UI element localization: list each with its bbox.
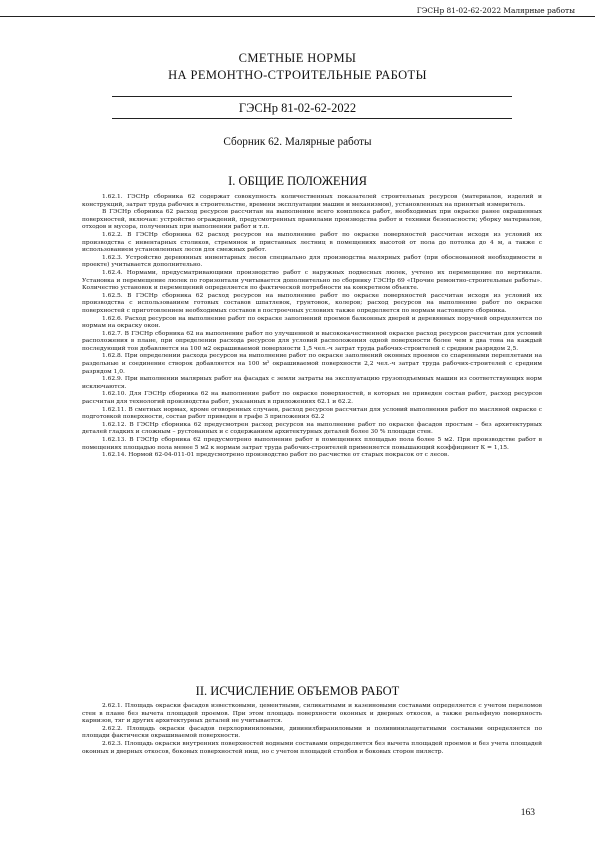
paragraph: 1.62.12. В ГЭСНр сборника 62 предусмотрен расход ресурсов на выполнение работ по окраске фасадов простым – без архитектурных деталей гладких и сложным – рустованных и с содержанием архитектурных деталей более 30 % площади стен. — [82, 421, 542, 436]
paragraph: 1.62.6. Расход ресурсов на выполнение работ по окраске заполнений проемов балконных дверей и деревянных поручней определяется по нормам на окраску окон. — [82, 315, 542, 330]
paragraph: 1.62.1. ГЭСНр сборника 62 содержат совокупность количественных показателей строительных ресурсов (материалов, изделий и конструкций, затрат труда рабочих в строительстве, времени эксплуатации машин и механизмов), установленных на принятый измеритель. — [82, 194, 542, 208]
header-rule — [0, 16, 595, 17]
paragraph: 1.62.8. При определении расхода ресурсов на выполнение работ по окраске заполнений оконных проемов со спаренными переплетами на раздельные и соединение створок добавляется на 100 м² окрашиваемой поверхности 2,2 чел.-ч затрат труда рабочих-строителей с средним разрядом 1,0. — [82, 353, 542, 375]
section-heading-general: I. ОБЩИЕ ПОЛОЖЕНИЯ — [228, 174, 367, 188]
paragraph: 1.62.14. Нормой 62-04-011-01 предусмотрено производство работ по расчистке от старых покрасок от с лесов. — [102, 452, 450, 459]
document-title — [0, 50, 595, 84]
paragraph: 1.62.11. В сметных нормах, кроме оговоренных случаев, расход ресурсов рассчитан для условий выполнения работ по масляной окраске с подготовкой поверхности, состав работ приведен в графе 3 приложения 62.2 — [82, 406, 542, 421]
running-head: ГЭСНр 81-02-62-2022 Малярные работы — [416, 6, 575, 15]
title-rule-bottom — [112, 118, 512, 119]
title-line-1: СМЕТНЫЕ НОРМЫ — [238, 51, 357, 65]
page-number: 163 — [520, 808, 535, 818]
paragraph: 2.62.2. Площадь окраски фасадов перхлорвиниловыми, дивинилбираниловыми и поливинилацетатными составами определяется по площади фактически окрашиваемой поверхности. — [82, 725, 542, 740]
paragraph: 2.62.1. Площадь окраски фасадов известковыми, цементными, силикатными и казеиновыми составами определяется с учетом переломов стен в плане без вычета площадей проемов. При этом площадь поверхности оконных и дверных откосов, а также рельефную поверхность карнизов, тяг и других архитектурных деталей не учитывается. — [82, 703, 542, 725]
paragraph: 1.62.7. В ГЭСНр сборника 62 на выполнение работ по улучшенной и высококачественной окраске расход ресурсов рассчитан для условий расположения в плане, при определении расхода ресурсов для условий расположения одной поверхности более чем в два тона на каждый последующий тон добавляется на 100 м2 окрашиваемой поверхности 1,5 чел.-ч затрат труда рабочих-строителей с средним разрядом 2,5. — [82, 330, 542, 352]
norm-code: ГЭСНр 81-02-62-2022 — [238, 101, 357, 115]
section-body-general — [82, 194, 542, 460]
paragraph: В ГЭСНр сборника 62 расход ресурсов рассчитан на выполнение всего комплекса работ, необходимых при окраске ранее окрашенных поверхностей, включая: устройство ограждений, предусмотренных правилами производства работ и техники безопасности; уборку материалов, отходов и мусора, полученных при выполнении работ и т.п. — [82, 209, 542, 231]
collection-title: Сборник 62. Малярные работы — [223, 136, 372, 148]
paragraph: 1.62.13. В ГЭСНр сборника 62 предусмотрено выполнение работ в помещениях площадью пола более 5 м2. При производстве работ в помещениях площадью пола менее 5 м2 к нормам затрат труда рабочих-строителей применяется повышающий коэффициент К = 1,15. — [82, 437, 542, 451]
paragraph: 2.62.3. Площадь окраски внутренних поверхностей водными составами определяется без вычета площадей проемов и без учета площадей оконных и дверных откосов, боковых поверхностей ниш, но с учетом площадей столбов и боковых сторон пилястр. — [82, 740, 542, 755]
paragraph: 1.62.10. Для ГЭСНр сборника 62 на выполнение работ по окраске поверхностей, в которых не приведен состав работ, расход ресурсов рассчитан для технологий производства работ, указанных в приложениях 62.1 и 62.2. — [82, 391, 542, 406]
paragraph: 1.62.9. При выполнении малярных работ на фасадах с земли затраты на эксплуатацию грузоподъемных машин из соответствующих норм исключаются. — [82, 376, 542, 390]
paragraph: 1.62.5. В ГЭСНр сборника 62 расход ресурсов на выполнение работ по окраске поверхностей рассчитан исходя из условий их производства с использованием готовых составов шпатлевок, грунтовок, колеров; расход ресурсов на выполнение работ по окраске поверхностей с приготовлением необходимых составов в построечных условиях также определяется по нормам настоящего сборника. — [82, 292, 542, 314]
title-line-2: НА РЕМОНТНО-СТРОИТЕЛЬНЫЕ РАБОТЫ — [168, 68, 427, 82]
paragraph: 1.62.2. В ГЭСНр сборника 62 расход ресурсов на выполнение работ по окраске поверхностей рассчитан исходя из условий их производства с инвентарных столиков, стремянок и приставных лестниц в помещениях высотой от пола до потолка до 4 м, а также с использованием установленных лесов для смежных работ. — [82, 231, 542, 254]
section-heading-volumes: II. ИСЧИСЛЕНИЕ ОБЪЕМОВ РАБОТ — [195, 684, 400, 698]
section-body-volumes — [82, 703, 542, 756]
title-rule-top — [112, 96, 512, 97]
paragraph: 1.62.4. Нормами, предусматривающими производство работ с наружных подвесных люлек, учтено их перемещение по вертикали. Установка и перемещение люлек по горизонтали учитывается дополнительно по сборнику ГЭСНр 69 «Прочие ремонтно-строительные работы». Количество установок и перемещений определяется по фактической потребности на конкретном объекте. — [82, 269, 542, 292]
paragraph: 1.62.3. Устройство деревянных инвентарных лесов специально для производства малярных работ (при обоснованной необходимости в проекте) учитывается дополнительно. — [82, 254, 542, 269]
